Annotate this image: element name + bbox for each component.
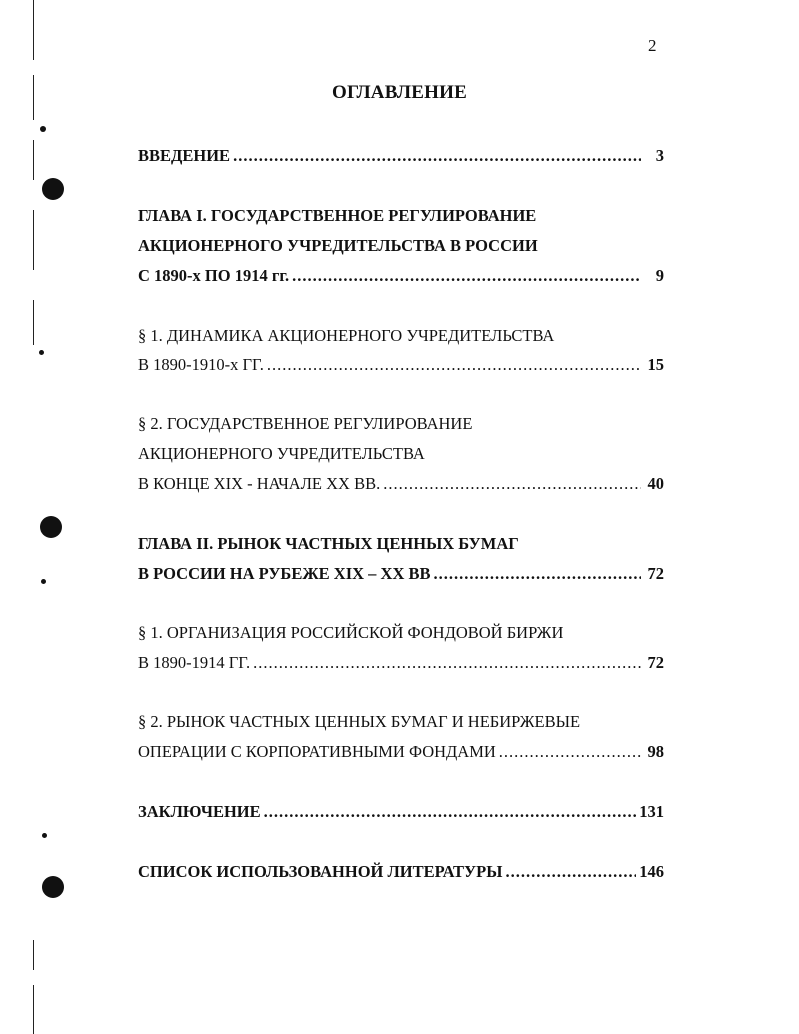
toc-entry-text: АКЦИОНЕРНОГО УЧРЕДИТЕЛЬСТВА: [138, 444, 425, 463]
dot-leader: [505, 861, 636, 883]
punch-hole-mark: [41, 579, 46, 584]
dot-leader: [253, 652, 641, 674]
scan-margin-line: [33, 940, 34, 970]
toc-page-number: 146: [639, 862, 664, 881]
scan-margin-line: [33, 140, 34, 180]
toc-entry-text: ЗАКЛЮЧЕНИЕ: [138, 802, 261, 821]
punch-hole-mark: [42, 178, 64, 200]
toc-entry-bibliography[interactable]: [138, 861, 664, 883]
toc-entry-text: § 1. ДИНАМИКА АКЦИОНЕРНОГО УЧРЕДИТЕЛЬСТВА: [138, 326, 555, 345]
dot-leader: [292, 265, 641, 287]
toc-entry-text: ГЛАВА I. ГОСУДАРСТВЕННОЕ РЕГУЛИРОВАНИЕ: [138, 206, 537, 225]
page-title: ОГЛАВЛЕНИЕ: [332, 82, 467, 103]
toc-entry-text: С 1890-х ПО 1914 гг.: [138, 266, 290, 285]
toc-page-number: 72: [647, 564, 664, 583]
toc-page-number: 98: [647, 742, 664, 761]
toc-page-number: 9: [655, 266, 664, 285]
toc-entry-chapter-1-section-1[interactable]: [138, 354, 664, 376]
toc-page-number: 131: [639, 802, 664, 821]
punch-hole-mark: [42, 833, 47, 838]
scan-margin-line: [33, 210, 34, 270]
toc-entry-text: АКЦИОНЕРНОГО УЧРЕДИТЕЛЬСТВА В РОССИИ: [138, 236, 538, 255]
toc-entry-chapter-1[interactable]: [138, 265, 664, 287]
toc-page-number: 40: [647, 474, 664, 493]
dot-leader: [233, 145, 641, 167]
toc-entry-text: § 2. ГОСУДАРСТВЕННОЕ РЕГУЛИРОВАНИЕ: [138, 414, 473, 433]
toc-entry-text: § 1. ОРГАНИЗАЦИЯ РОССИЙСКОЙ ФОНДОВОЙ БИРЖИ: [138, 623, 564, 642]
dot-leader: [434, 563, 641, 585]
scan-margin-line: [33, 985, 34, 1034]
punch-hole-mark: [39, 350, 44, 355]
dot-leader: [267, 354, 641, 376]
toc-entry-introduction[interactable]: [138, 145, 664, 167]
dot-leader: [499, 741, 641, 763]
dot-leader: [264, 801, 637, 823]
toc-entry-text: ОПЕРАЦИИ С КОРПОРАТИВНЫМИ ФОНДАМИ: [138, 742, 496, 761]
scan-margin-line: [33, 300, 34, 345]
scan-margin-line: [33, 0, 34, 60]
punch-hole-mark: [42, 876, 64, 898]
punch-hole-mark: [40, 126, 46, 132]
toc-entry-chapter-2-section-2[interactable]: [138, 741, 664, 763]
toc-entry-text: ВВЕДЕНИЕ: [138, 146, 231, 165]
toc-entry-text: § 2. РЫНОК ЧАСТНЫХ ЦЕННЫХ БУМАГ И НЕБИРЖЕВЫЕ: [138, 712, 581, 731]
toc-entry-text: В 1890-1914 ГГ.: [138, 653, 251, 672]
toc-entry-text: СПИСОК ИСПОЛЬЗОВАННОЙ ЛИТЕРАТУРЫ: [138, 862, 503, 881]
toc-entry-text: В КОНЦЕ XIX - НАЧАЛЕ XX ВВ.: [138, 474, 381, 493]
toc-entry-conclusion[interactable]: [138, 801, 664, 823]
toc-entry-chapter-1-section-2[interactable]: [138, 473, 664, 495]
toc-entry-text: ГЛАВА II. РЫНОК ЧАСТНЫХ ЦЕННЫХ БУМАГ: [138, 534, 519, 553]
toc-entry-text: В РОССИИ НА РУБЕЖЕ XIX – XX ВВ: [138, 564, 431, 583]
toc-entry-chapter-2[interactable]: [138, 563, 664, 585]
toc-page-number: 3: [655, 146, 664, 165]
toc-entry-chapter-2-section-1[interactable]: [138, 652, 664, 674]
dot-leader: [383, 473, 641, 495]
toc-entry-text: В 1890-1910-х ГГ.: [138, 355, 264, 374]
punch-hole-mark: [40, 516, 62, 538]
page-number: 2: [648, 36, 657, 55]
toc-page-number: 15: [647, 355, 664, 374]
toc-page-number: 72: [647, 653, 664, 672]
